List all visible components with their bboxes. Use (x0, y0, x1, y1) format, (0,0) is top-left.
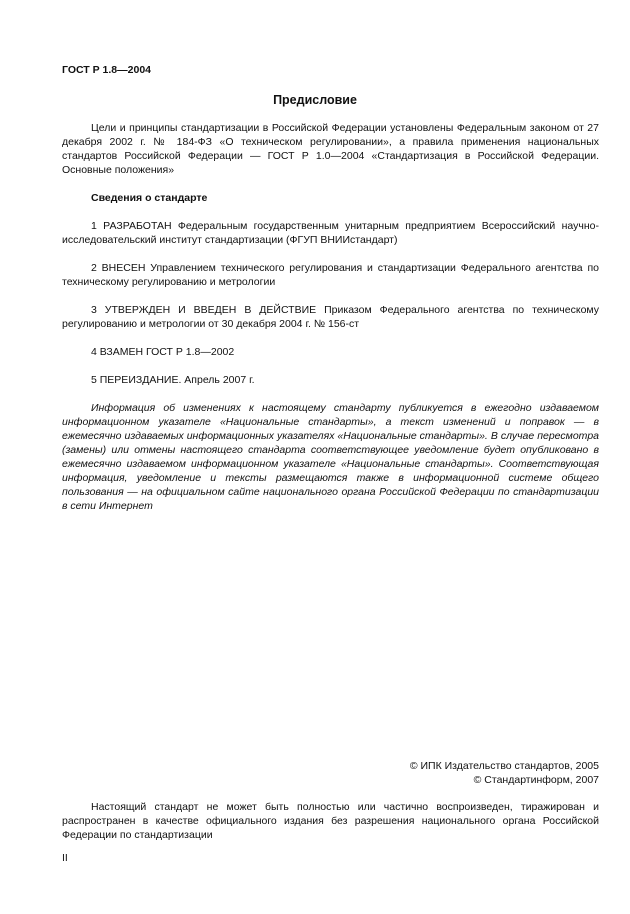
reproduction-notice (62, 800, 599, 842)
item-replaces: 4 ВЗАМЕН ГОСТ Р 1.8—2002 (91, 346, 235, 358)
footer-note-text: Настоящий стандарт не может быть полностью или частично воспроизведен, тиражирован и распространен в качестве официального издания без разрешения национального органа Российской Федерации по стандартизации (62, 801, 599, 841)
item-submitted: 2 ВНЕСЕН Управлением технического регулирования и стандартизации Федерального агентства по техническому регулированию и метрологии (62, 262, 599, 288)
item-approved: 3 УТВЕРЖДЕН И ВВЕДЕН В ДЕЙСТВИЕ Приказом Федерального агентства по техническому регулированию и метрологии от 30 декабря 2004 г. № 156-ст (62, 304, 599, 330)
preface-body (62, 121, 599, 513)
page-number: II (62, 852, 68, 864)
info-note: Информация об изменениях к настоящему стандарту публикуется в ежегодно издаваемом информационном указателе «Национальные стандарты», а текст изменений и поправок — в ежемесячно издаваемых информационных указателях «Национальные стандарты». В случае пересмотра (замены) или отмены настоящего стандарта соответствующее уведомление будет опубликовано в ежемесячно издаваемом информационном указателе «Национальные стандарты». Соответствующая информация, уведомление и тексты размещаются также в информационной системе общего пользования — на официальном сайте национального органа Российской Федерации по стандартизации в сети Интернет (62, 402, 599, 512)
copyright-line-1: © ИПК Издательство стандартов, 2005 (409, 760, 599, 772)
document-code: ГОСТ Р 1.8—2004 (62, 64, 152, 76)
intro-paragraph: Цели и принципы стандартизации в Российской Федерации установлены Федеральным законом от 27 декабря 2002 г. № 184-ФЗ «О техническом регулировании», а правила применения национальных стандартов Российской Федерации — ГОСТ Р 1.0—2004 «Стандартизация в Российской Федерации. Основные положения» (62, 122, 599, 176)
item-reissue: 5 ПЕРЕИЗДАНИЕ. Апрель 2007 г. (91, 374, 255, 386)
page-title: Предисловие (273, 93, 357, 107)
section-heading: Сведения о стандарте (91, 192, 208, 204)
copyright-block (410, 759, 599, 787)
item-developed: 1 РАЗРАБОТАН Федеральным государственным унитарным предприятием Всероссийский научно-исследовательский институт стандартизации (ФГУП ВНИИстандарт) (62, 220, 599, 246)
copyright-line-2: © Стандартинформ, 2007 (473, 774, 599, 786)
